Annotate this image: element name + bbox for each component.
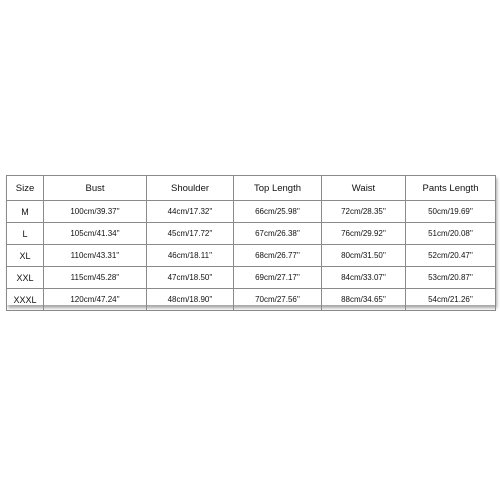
- bust-cell: 110cm/43.31'': [44, 245, 147, 267]
- top-length-cell: 66cm/25.98'': [234, 201, 322, 223]
- top-length-cell: 69cm/27.17'': [234, 267, 322, 289]
- table-row: [7, 267, 496, 289]
- size-chart-table: [6, 175, 496, 311]
- waist-cell: 88cm/34.65'': [322, 289, 406, 311]
- pants-length-cell: 53cm/20.87'': [406, 267, 496, 289]
- table-row: [7, 223, 496, 245]
- size-cell: XXL: [7, 267, 44, 289]
- pants-length-cell: 52cm/20.47'': [406, 245, 496, 267]
- size-cell: L: [7, 223, 44, 245]
- header-bust: Bust: [44, 176, 147, 201]
- bust-cell: 100cm/39.37'': [44, 201, 147, 223]
- top-length-cell: 68cm/26.77'': [234, 245, 322, 267]
- table-row: [7, 201, 496, 223]
- header-waist: Waist: [322, 176, 406, 201]
- bust-cell: 105cm/41.34'': [44, 223, 147, 245]
- size-cell: XL: [7, 245, 44, 267]
- shoulder-cell: 46cm/18.11'': [147, 245, 234, 267]
- top-length-cell: 70cm/27.56'': [234, 289, 322, 311]
- size-cell: M: [7, 201, 44, 223]
- bust-cell: 115cm/45.28'': [44, 267, 147, 289]
- bust-cell: 120cm/47.24'': [44, 289, 147, 311]
- waist-cell: 72cm/28.35'': [322, 201, 406, 223]
- waist-cell: 76cm/29.92'': [322, 223, 406, 245]
- shoulder-cell: 44cm/17.32'': [147, 201, 234, 223]
- header-shoulder: Shoulder: [147, 176, 234, 201]
- header-top-length: Top Length: [234, 176, 322, 201]
- shoulder-cell: 47cm/18.50'': [147, 267, 234, 289]
- header-row: [7, 176, 496, 201]
- pants-length-cell: 51cm/20.08'': [406, 223, 496, 245]
- header-pants-length: Pants Length: [406, 176, 496, 201]
- waist-cell: 84cm/33.07'': [322, 267, 406, 289]
- waist-cell: 80cm/31.50'': [322, 245, 406, 267]
- size-cell: XXXL: [7, 289, 44, 311]
- size-chart-container: [6, 175, 495, 305]
- table-row: [7, 289, 496, 311]
- pants-length-cell: 54cm/21.26'': [406, 289, 496, 311]
- pants-length-cell: 50cm/19.69'': [406, 201, 496, 223]
- shoulder-cell: 45cm/17.72'': [147, 223, 234, 245]
- header-size: Size: [7, 176, 44, 201]
- table-row: [7, 245, 496, 267]
- top-length-cell: 67cm/26.38'': [234, 223, 322, 245]
- shoulder-cell: 48cm/18.90'': [147, 289, 234, 311]
